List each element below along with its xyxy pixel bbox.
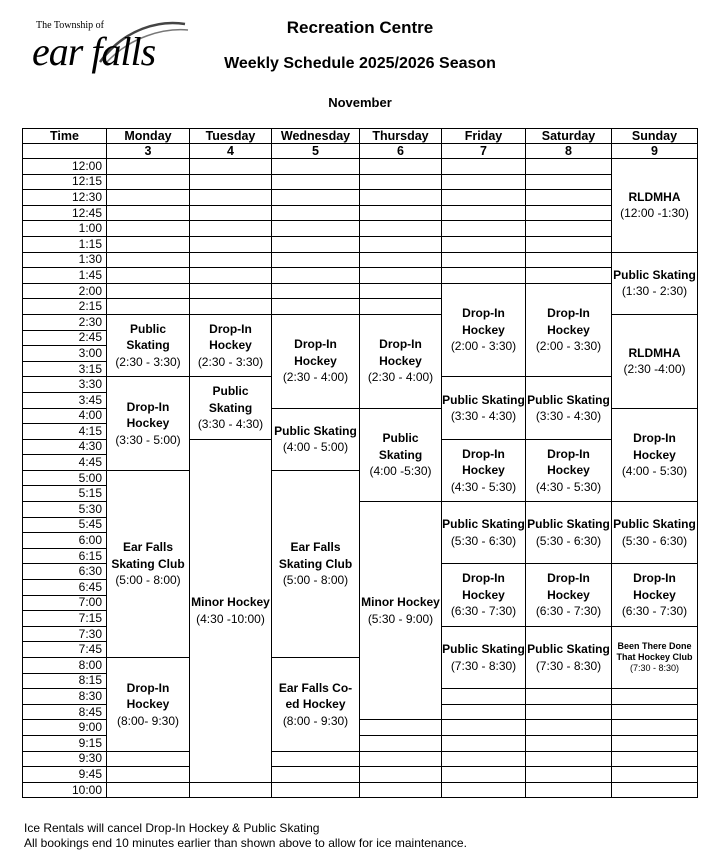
empty-slot — [107, 174, 190, 190]
empty-slot — [612, 689, 698, 705]
event-time-range: (5:30 - 6:30) — [535, 533, 602, 548]
empty-slot — [272, 221, 360, 237]
event-time-range: (2:30 - 3:30) — [197, 354, 264, 369]
empty-slot — [190, 221, 272, 237]
time-slot-label: 6:45 — [23, 580, 107, 596]
empty-slot — [360, 751, 442, 767]
empty-slot — [272, 174, 360, 190]
empty-slot — [360, 252, 442, 268]
event-name: Drop-In Hockey — [547, 306, 590, 337]
footer-line-2: All bookings end 10 minutes earlier than shown above to allow for ice maintenance. — [24, 836, 467, 850]
empty-slot — [526, 205, 612, 221]
event-time-range: (2:30 - 4:00) — [367, 370, 434, 385]
event-name: Drop-In Hockey — [462, 446, 505, 478]
event-time-range: (12:00 -1:30) — [620, 206, 689, 221]
empty-slot — [360, 236, 442, 252]
event-cell — [107, 314, 190, 376]
event-time-range: (2:00 - 3:30) — [535, 339, 602, 354]
event-cell — [107, 377, 190, 471]
event-time-range: (3:30 - 4:30) — [450, 409, 517, 423]
time-slot-label: 7:45 — [23, 642, 107, 658]
event-time-range: (8:00 - 9:30) — [282, 713, 349, 728]
empty-slot — [190, 782, 272, 798]
empty-slot — [272, 268, 360, 284]
empty-slot — [526, 221, 612, 237]
event-time-range: (3:30 - 4:30) — [197, 417, 264, 432]
time-row — [23, 159, 698, 175]
empty-slot — [272, 782, 360, 798]
event-name: Minor Hockey — [191, 595, 270, 610]
event-name: RLDMHA — [628, 345, 681, 360]
time-slot-label: 2:00 — [23, 283, 107, 299]
day-date: 3 — [107, 144, 190, 159]
event-cell — [442, 377, 526, 439]
time-slot-label: 8:45 — [23, 704, 107, 720]
time-slot-label: 9:45 — [23, 767, 107, 783]
event-time-range: (1:30 - 2:30) — [621, 284, 688, 299]
page-title: Recreation Centre — [286, 18, 434, 37]
empty-slot — [360, 221, 442, 237]
time-slot-label: 9:30 — [23, 751, 107, 767]
event-time-range: (4:00 - 5:30) — [621, 464, 688, 479]
event-time-range: (5:00 - 8:00) — [282, 573, 349, 588]
day-name: Sunday — [612, 129, 698, 144]
time-slot-label: 8:00 — [23, 658, 107, 674]
time-row — [23, 268, 698, 284]
event-name: Public Skating — [527, 517, 610, 532]
time-slot-label: 6:00 — [23, 533, 107, 549]
empty-slot — [272, 190, 360, 206]
empty-slot — [272, 299, 360, 315]
empty-slot — [107, 205, 190, 221]
time-row — [23, 252, 698, 268]
event-name: Drop-In Hockey — [209, 321, 252, 353]
event-name: Public Skating — [442, 517, 525, 532]
empty-slot — [526, 782, 612, 798]
event-cell — [272, 658, 360, 752]
empty-slot — [526, 720, 612, 736]
day-name: Saturday — [526, 129, 612, 144]
empty-slot — [442, 767, 526, 783]
empty-slot — [107, 268, 190, 284]
event-time-range: (6:30 - 7:30) — [621, 604, 688, 619]
empty-slot — [526, 735, 612, 751]
schedule-table — [22, 128, 698, 798]
event-time-range: (3:30 - 5:00) — [115, 432, 181, 447]
time-slot-label: 9:15 — [23, 735, 107, 751]
event-cell — [360, 314, 442, 408]
empty-slot — [526, 252, 612, 268]
empty-slot — [272, 252, 360, 268]
time-slot-label: 4:15 — [23, 424, 107, 440]
empty-slot — [107, 767, 190, 783]
empty-slot — [190, 236, 272, 252]
empty-slot — [107, 221, 190, 237]
event-name: Drop-In Hockey — [633, 431, 676, 462]
time-slot-label: 9:00 — [23, 720, 107, 736]
empty-slot — [526, 689, 612, 705]
empty-slot — [272, 283, 360, 299]
empty-slot — [190, 268, 272, 284]
event-time-range: (5:30 - 9:00) — [367, 611, 434, 626]
empty-slot — [442, 735, 526, 751]
time-row — [23, 221, 698, 237]
empty-slot — [272, 751, 360, 767]
event-name: Public Skating — [527, 642, 610, 656]
event-name: Public Skating — [126, 321, 170, 353]
event-name: Public Skating — [208, 384, 253, 415]
event-time-range: (5:00 - 8:00) — [115, 573, 181, 588]
event-cell — [526, 502, 612, 564]
empty-slot — [442, 704, 526, 720]
event-name: Drop-In Hockey — [126, 680, 170, 712]
time-slot-label: 1:15 — [23, 236, 107, 252]
event-name: Public Skating — [527, 392, 610, 407]
time-slot-label: 7:00 — [23, 595, 107, 611]
event-cell — [442, 626, 526, 688]
event-time-range: (6:30 - 7:30) — [450, 604, 517, 619]
event-time-range: (2:30 -4:00) — [623, 362, 686, 377]
event-cell — [526, 564, 612, 626]
event-cell — [190, 439, 272, 782]
logo-big-text: ear falls — [32, 29, 156, 74]
time-slot-label: 5:30 — [23, 502, 107, 518]
event-name: Drop-In Hockey — [379, 337, 422, 368]
day-date: 7 — [442, 144, 526, 159]
empty-slot — [190, 190, 272, 206]
empty-slot — [107, 236, 190, 252]
event-name: Drop-In Hockey — [633, 571, 676, 602]
event-name: Public Skating — [442, 642, 525, 656]
event-cell — [360, 408, 442, 502]
empty-slot — [272, 205, 360, 221]
date-header-row — [23, 144, 698, 159]
empty-slot — [442, 689, 526, 705]
event-name: Drop-In Hockey — [126, 399, 170, 431]
empty-slot — [107, 159, 190, 175]
event-cell — [107, 658, 190, 752]
time-slot-label: 1:30 — [23, 252, 107, 268]
event-name: Ear Falls Co-ed Hockey — [278, 680, 353, 712]
event-time-range: (5:30 - 6:30) — [450, 533, 517, 548]
event-name: Drop-In Hockey — [294, 337, 337, 368]
event-name: Been There Done That Hockey Club — [616, 641, 693, 662]
empty-slot — [360, 720, 442, 736]
day-date: 5 — [272, 144, 360, 159]
event-cell — [526, 626, 612, 688]
empty-slot — [442, 720, 526, 736]
event-name: Drop-In Hockey — [462, 306, 505, 337]
event-cell — [442, 564, 526, 626]
event-cell — [272, 470, 360, 657]
event-cell — [190, 314, 272, 376]
empty-slot — [360, 283, 442, 299]
time-slot-label: 5:15 — [23, 486, 107, 502]
day-name: Wednesday — [272, 129, 360, 144]
day-name: Monday — [107, 129, 190, 144]
time-slot-label: 8:30 — [23, 689, 107, 705]
event-time-range: (4:30 - 5:30) — [450, 479, 517, 494]
empty-slot — [526, 159, 612, 175]
time-slot-label: 7:15 — [23, 611, 107, 627]
event-cell — [272, 314, 360, 408]
time-slot-label: 12:30 — [23, 190, 107, 206]
time-header: Time — [23, 129, 107, 144]
empty-slot — [526, 190, 612, 206]
event-cell — [107, 470, 190, 657]
empty-slot — [272, 767, 360, 783]
time-slot-label: 12:45 — [23, 205, 107, 221]
event-time-range: (4:00 -5:30) — [369, 464, 432, 479]
empty-slot — [526, 751, 612, 767]
day-name: Tuesday — [190, 129, 272, 144]
empty-slot — [360, 174, 442, 190]
empty-slot — [360, 190, 442, 206]
empty-slot — [190, 159, 272, 175]
empty-slot — [442, 751, 526, 767]
event-name: Public Skating — [442, 392, 525, 407]
page-subtitle: Weekly Schedule 2025/2026 Season — [224, 55, 496, 72]
day-date: 9 — [612, 144, 698, 159]
event-time-range: (2:00 - 3:30) — [450, 339, 517, 354]
time-slot-label: 2:45 — [23, 330, 107, 346]
empty-slot — [612, 751, 698, 767]
event-name: Drop-In Hockey — [547, 571, 590, 602]
time-row — [23, 205, 698, 221]
day-date: 4 — [190, 144, 272, 159]
event-time-range: (2:30 - 3:30) — [115, 354, 181, 369]
empty-slot — [612, 720, 698, 736]
event-time-range: (7:30 - 8:30) — [535, 658, 602, 673]
time-slot-label: 5:00 — [23, 470, 107, 486]
day-name: Friday — [442, 129, 526, 144]
time-row — [23, 782, 698, 798]
event-time-range: (2:30 - 4:00) — [282, 370, 349, 385]
time-row — [23, 283, 698, 299]
time-slot-label: 4:30 — [23, 439, 107, 455]
day-date: 8 — [526, 144, 612, 159]
empty-slot — [526, 268, 612, 284]
empty-slot — [272, 236, 360, 252]
empty-slot — [360, 159, 442, 175]
empty-slot — [442, 252, 526, 268]
event-time-range: (4:00 - 5:00) — [282, 440, 349, 455]
event-name: Public Skating — [613, 517, 696, 532]
month-label: November — [328, 95, 392, 110]
event-time-range: (4:30 - 5:30) — [535, 479, 602, 494]
event-cell — [442, 283, 526, 377]
day-date: 6 — [360, 144, 442, 159]
event-cell — [612, 314, 698, 408]
time-slot-label: 2:30 — [23, 314, 107, 330]
event-cell — [442, 502, 526, 564]
empty-slot — [360, 782, 442, 798]
empty-slot — [107, 782, 190, 798]
empty-slot — [442, 205, 526, 221]
event-cell — [612, 159, 698, 253]
event-cell — [442, 439, 526, 501]
event-time-range: (7:30 - 8:30) — [629, 663, 680, 673]
empty-slot — [612, 782, 698, 798]
time-slot-label: 10:00 — [23, 782, 107, 798]
empty-slot — [272, 159, 360, 175]
empty-slot — [360, 767, 442, 783]
event-name: Public Skating — [274, 423, 357, 438]
time-slot-label: 3:15 — [23, 361, 107, 377]
empty-slot — [442, 190, 526, 206]
footer-notes — [24, 821, 467, 851]
empty-slot — [107, 190, 190, 206]
event-time-range: (8:00- 9:30) — [116, 713, 180, 728]
time-slot-label: 1:00 — [23, 221, 107, 237]
day-header-row — [23, 129, 698, 144]
event-time-range: (6:30 - 7:30) — [535, 604, 602, 619]
empty-slot — [360, 268, 442, 284]
empty-slot — [360, 735, 442, 751]
event-cell — [360, 502, 442, 720]
empty-slot — [526, 767, 612, 783]
day-name: Thursday — [360, 129, 442, 144]
time-slot-label: 12:15 — [23, 174, 107, 190]
event-cell — [612, 502, 698, 564]
empty-slot — [107, 751, 190, 767]
event-name: Public Skating — [378, 431, 423, 462]
time-header-blank — [23, 144, 107, 159]
time-slot-label: 4:45 — [23, 455, 107, 471]
empty-slot — [107, 299, 190, 315]
event-name: Ear Falls Skating Club — [111, 540, 185, 571]
empty-slot — [442, 221, 526, 237]
empty-slot — [442, 159, 526, 175]
empty-slot — [526, 704, 612, 720]
event-cell — [612, 626, 698, 688]
time-row — [23, 174, 698, 190]
empty-slot — [107, 283, 190, 299]
time-row — [23, 767, 698, 783]
time-slot-label: 3:30 — [23, 377, 107, 393]
event-cell — [272, 408, 360, 470]
event-cell — [612, 564, 698, 626]
event-cell — [526, 439, 612, 501]
event-cell — [526, 283, 612, 377]
event-name: Minor Hockey — [361, 595, 440, 610]
empty-slot — [442, 236, 526, 252]
empty-slot — [107, 252, 190, 268]
time-slot-label: 5:45 — [23, 517, 107, 533]
empty-slot — [612, 735, 698, 751]
empty-slot — [442, 174, 526, 190]
event-name: Drop-In Hockey — [547, 446, 590, 478]
time-slot-label: 8:15 — [23, 673, 107, 689]
event-time-range: (3:30 - 4:30) — [535, 409, 602, 423]
time-slot-label: 3:00 — [23, 346, 107, 362]
time-row — [23, 751, 698, 767]
event-time-range: (4:30 -10:00) — [196, 611, 265, 626]
time-slot-label: 6:30 — [23, 564, 107, 580]
time-row — [23, 190, 698, 206]
empty-slot — [190, 205, 272, 221]
event-cell — [612, 252, 698, 314]
empty-slot — [442, 268, 526, 284]
event-name: Drop-In Hockey — [462, 571, 505, 602]
empty-slot — [612, 767, 698, 783]
event-cell — [190, 377, 272, 439]
empty-slot — [190, 299, 272, 315]
footer-line-1: Ice Rentals will cancel Drop-In Hockey & Public Skating — [24, 821, 320, 835]
empty-slot — [612, 704, 698, 720]
empty-slot — [526, 236, 612, 252]
event-name: Ear Falls Skating Club — [278, 540, 353, 571]
event-cell — [612, 408, 698, 502]
time-row — [23, 236, 698, 252]
empty-slot — [190, 252, 272, 268]
time-slot-label: 2:15 — [23, 299, 107, 315]
logo-small-text: The Township of — [36, 20, 104, 31]
event-time-range: (7:30 - 8:30) — [450, 658, 517, 673]
empty-slot — [360, 299, 442, 315]
time-slot-label: 3:45 — [23, 392, 107, 408]
empty-slot — [360, 205, 442, 221]
time-slot-label: 12:00 — [23, 159, 107, 175]
time-slot-label: 1:45 — [23, 268, 107, 284]
empty-slot — [190, 283, 272, 299]
empty-slot — [526, 174, 612, 190]
time-slot-label: 6:15 — [23, 548, 107, 564]
event-time-range: (5:30 - 6:30) — [621, 533, 688, 548]
empty-slot — [190, 174, 272, 190]
time-slot-label: 4:00 — [23, 408, 107, 424]
time-slot-label: 7:30 — [23, 626, 107, 642]
event-name: Public Skating — [613, 267, 696, 282]
empty-slot — [442, 782, 526, 798]
event-name: RLDMHA — [628, 189, 681, 204]
event-cell — [526, 377, 612, 439]
